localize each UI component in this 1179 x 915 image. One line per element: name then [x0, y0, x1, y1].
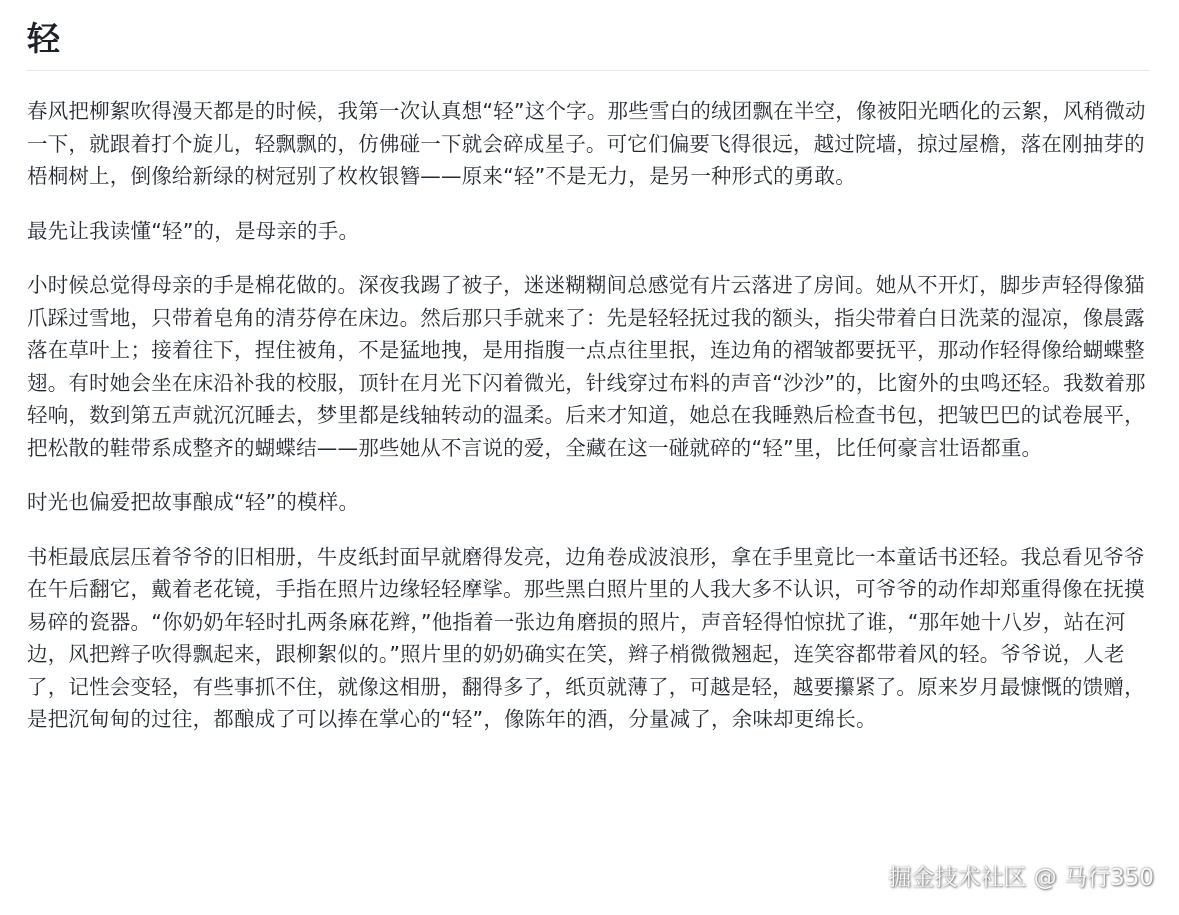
paragraph-1: 春风把柳絮吹得漫天都是的时候，我第一次认真想“轻”这个字。那些雪白的绒团飘在半空，像被阳光晒化的云絮，风稍微动一下，就跟着打个旋儿，轻飘飘的，仿佛碰一下就会碎成星子。可它们偏要飞得很远，越过院墙，掠过屋檐，落在刚抽芽的梧桐树上，倒像给新绿的树冠别了枚枚银簪——原来“轻”不是无力，是另一种形式的勇敢。: [27, 99, 1146, 188]
article-title: 轻: [27, 19, 60, 58]
paragraph-5: 书柜最底层压着爷爷的旧相册，牛皮纸封面早就磨得发亮，边角卷成波浪形，拿在手里竟比一本童话书还轻。我总看见爷爷在午后翻它，戴着老花镜，手指在照片边缘轻轻摩挲。那些黑白照片里的人我大多不认识，可爷爷的动作却郑重得像在抚摸易碎的瓷器。“你奶奶年轻时扎两条麻花辫，”他指着一张边角磨损的照片，声音轻得怕惊扰了谁，“那年她十八岁，站在河边，风把辫子吹得飘起来，跟柳絮似的。”照片里的奶奶确实在笑，辫子梢微微翘起，连笑容都带着风的轻。爷爷说，人老了，记性会变轻，有些事抓不住，就像这相册，翻得多了，纸页就薄了，可越是轻，越要攥紧了。原来岁月最慷慨的馈赠，是把沉甸甸的过往，都酿成了可以捧在掌心的“轻”，像陈年的酒，分量减了，余味却更绵长。: [27, 544, 1145, 731]
article-body: [27, 95, 1149, 736]
paragraph-3: 小时候总觉得母亲的手是棉花做的。深夜我踢了被子，迷迷糊糊间总感觉有片云落进了房间。她从不开灯，脚步声轻得像猫爪踩过雪地，只带着皂角的清芬停在床边。然后那只手就来了：先是轻轻抚过我的额头，指尖带着白日洗菜的湿凉，像晨露落在草叶上；接着往下，捏住被角，不是猛地拽，是用指腹一点点往里抿，连边角的褶皱都要抚平，那动作轻得像给蝴蝶整翅。有时她会坐在床沿补我的校服，顶针在月光下闪着微光，针线穿过布料的声音“沙沙”的，比窗外的虫鸣还轻。我数着那轻响，数到第五声就沉沉睡去，梦里都是线轴转动的温柔。后来才知道，她总在我睡熟后检查书包，把皱巴巴的试卷展平，把松散的鞋带系成整齐的蝴蝶结——那些她从不言说的爱，全藏在这一碰就碎的“轻”里，比任何豪言壮语都重。: [27, 273, 1146, 460]
title-divider: [27, 70, 1149, 71]
paragraph-4: 时光也偏爱把故事酿成“轻”的模样。: [27, 490, 360, 514]
watermark: 掘金技术社区 @ 马行350: [888, 865, 1154, 891]
article: [27, 0, 1149, 758]
paragraph-2: 最先让我读懂“轻”的，是母亲的手。: [27, 218, 360, 243]
